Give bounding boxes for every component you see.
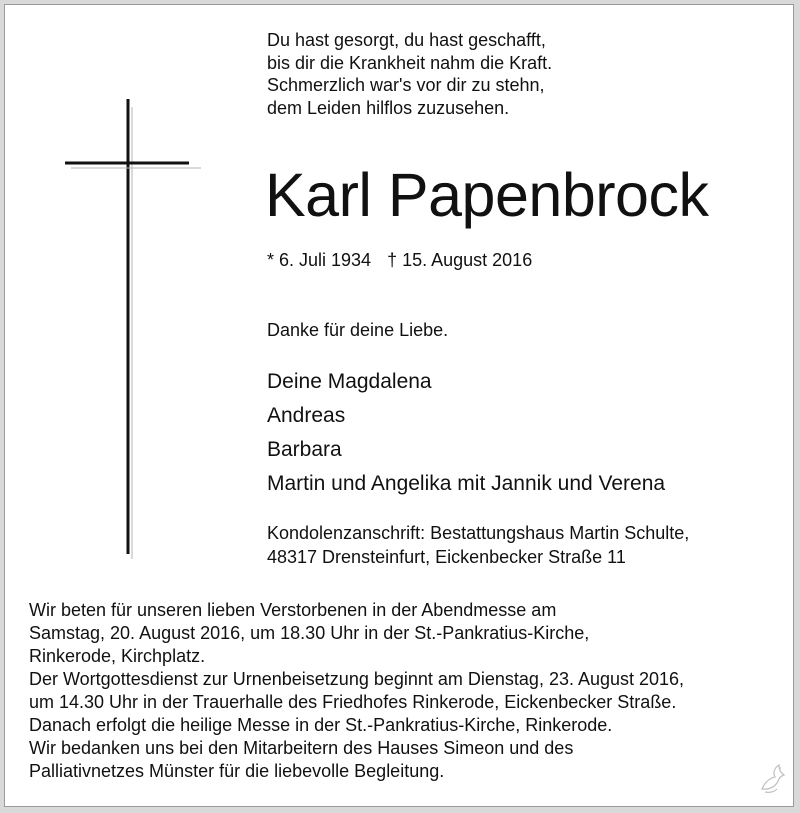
notice-line: Wir bedanken uns bei den Mitarbeitern des Hauses Simeon und des [29, 738, 574, 758]
verse-line: bis dir die Krankheit nahm die Kraft. [267, 52, 553, 73]
condolence-address [267, 521, 689, 569]
obituary-notice [4, 4, 794, 807]
mourners-list [267, 365, 665, 501]
memorial-verse [267, 29, 552, 119]
notice-line: Wir beten für unseren lieben Verstorbenen in der Abendmesse am [29, 600, 557, 620]
verse-line: Du hast gesorgt, du hast geschafft, [267, 30, 546, 50]
mourner-name: Martin und Angelika mit Jannik und Verena [267, 472, 666, 495]
service-notice [29, 599, 684, 783]
cross-icon [65, 99, 205, 559]
mourner-name: Barbara [267, 438, 342, 461]
notice-line: Danach erfolgt die heilige Messe in der St.-Pankratius-Kirche, Rinkerode. [29, 715, 613, 735]
notice-line: Samstag, 20. August 2016, um 18.30 Uhr in der St.-Pankratius-Kirche, [29, 623, 590, 643]
dove-icon [757, 762, 789, 796]
mourner-name: Andreas [267, 404, 346, 427]
birth-date: * 6. Juli 1934 [267, 250, 372, 270]
notice-line: Der Wortgottesdienst zur Urnenbeisetzung beginnt am Dienstag, 23. August 2016, [29, 669, 685, 689]
notice-line: um 14.30 Uhr in der Trauerhalle des Friedhofes Rinkerode, Eickenbecker Straße. [29, 692, 677, 712]
death-date: † 15. August 2016 [387, 250, 533, 270]
condolence-line: Kondolenzanschrift: Bestattungshaus Martin Schulte, [267, 523, 690, 543]
condolence-line: 48317 Drensteinfurt, Eickenbecker Straße 11 [267, 547, 626, 567]
verse-line: dem Leiden hilflos zuzusehen. [267, 97, 510, 118]
thanks-line: Danke für deine Liebe. [267, 320, 449, 340]
deceased-name: Karl Papenbrock [265, 161, 709, 229]
mourner-name: Deine Magdalena [267, 370, 432, 393]
life-dates [267, 249, 532, 271]
notice-line: Rinkerode, Kirchplatz. [29, 646, 206, 666]
notice-line: Palliativnetzes Münster für die liebevolle Begleitung. [29, 761, 445, 781]
verse-line: Schmerzlich war's vor dir zu stehn, [267, 75, 545, 95]
